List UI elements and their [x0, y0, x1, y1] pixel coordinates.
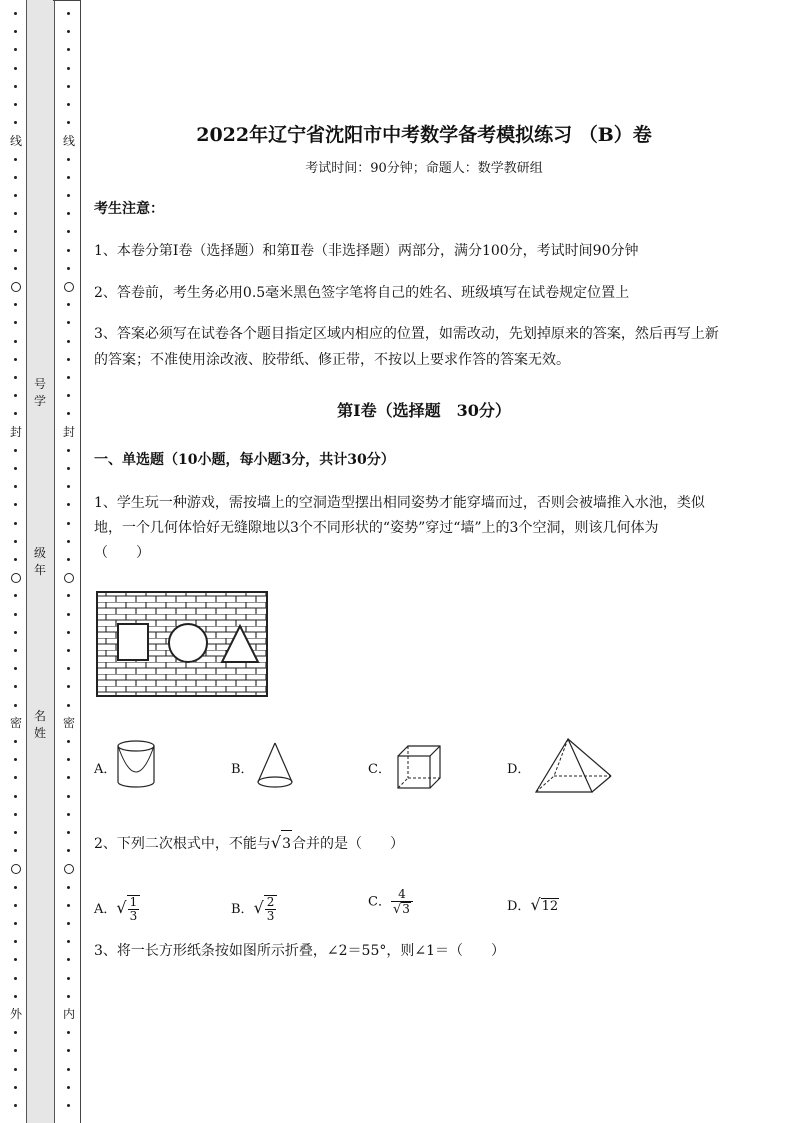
binding-dot [14, 558, 17, 561]
binding-dot [67, 103, 70, 106]
binding-dot [67, 922, 70, 925]
binding-dot [67, 1086, 70, 1089]
binding-dot [67, 376, 70, 379]
q2-stem-before: 2、下列二次根式中，不能与 [94, 836, 271, 852]
binding-dot [67, 613, 70, 616]
binding-dot [14, 849, 17, 852]
binding-dot [67, 485, 70, 488]
binding-dot [14, 212, 17, 215]
notice-item-2: 2、答卷前，考生务必用0.5毫米黑色签字笔将自己的姓名、班级填写在试卷规定位置上 [94, 285, 630, 301]
inner-mark-seal: 封 [62, 425, 75, 439]
denominator [391, 902, 413, 916]
binding-dot [14, 958, 17, 961]
notice-item-3: 3、答案必须写在试卷各个题目指定区域内相应的位置，如需改动，先划掉原来的答案，然后再写上新 [94, 326, 719, 342]
binding-dot [14, 1068, 17, 1071]
binding-dot [67, 649, 70, 652]
denominator-radicand: 3 [402, 902, 410, 916]
field-grade: 级 年 [33, 546, 46, 577]
binding-dot [67, 558, 70, 561]
notice-item-1: 1、本卷分第I卷（选择题）和第Ⅱ卷（非选择题）两部分，满分100分，考试时间90分钟 [94, 243, 639, 259]
cylinder-icon [114, 738, 158, 792]
binding-dot [14, 685, 17, 688]
binding-dot [67, 303, 70, 306]
cone-icon [254, 740, 296, 792]
inner-mark-inside: 内 [62, 1007, 75, 1021]
outer-mark-secret: 密 [9, 716, 22, 730]
brick-wall-figure [96, 590, 270, 700]
q2-option-a-label: A． [94, 902, 117, 917]
inner-dotted-line [61, 0, 77, 1123]
q2-stem-radicand: 3 [281, 830, 292, 857]
q1-line-2: 地，一个几何体恰好无缝隙地以3个不同形状的“姿势”穿过“墙”上的3个空洞，则该几何体为 [94, 520, 659, 536]
binding-dot [14, 340, 17, 343]
part-1-title: 第I卷（选择题 30分） [337, 401, 511, 420]
binding-dot [67, 267, 70, 270]
binding-dot [67, 449, 70, 452]
q2-option-d[interactable] [507, 895, 559, 914]
binding-dot [14, 376, 17, 379]
q2-option-c-label: C． [368, 894, 391, 910]
binding-dot [14, 267, 17, 270]
binding-dot [67, 758, 70, 761]
binding-dot [67, 503, 70, 506]
binding-dot [14, 67, 17, 70]
binding-dot [67, 1104, 70, 1107]
binding-dot [14, 922, 17, 925]
fraction [128, 896, 140, 923]
square-hole [118, 624, 148, 660]
binding-dot [67, 394, 70, 397]
binding-dot [67, 412, 70, 415]
q1-line-3: （ ） [94, 545, 150, 561]
section-heading: 一、单选题（10小题，每小题3分，共计30分） [94, 452, 395, 468]
notice-item-3-cont: 的答案；不准使用涂改液、胶带纸、修正带，不按以上要求作答的答案无效。 [94, 352, 570, 368]
binding-dot [14, 467, 17, 470]
q2-stem-after: 合并的是（ ） [292, 836, 405, 852]
q1-line-1: 1、学生玩一种游戏，需按墙上的空洞造型摆出相同姿势才能穿墙而过，否则会被墙推入水池，类似 [94, 495, 705, 511]
binding-dot [14, 813, 17, 816]
binding-dot [14, 194, 17, 197]
binding-dot [14, 485, 17, 488]
binding-dot [67, 904, 70, 907]
q2-option-a-radicand [127, 895, 141, 923]
sqrt-symbol: √ [116, 898, 127, 917]
q1-option-a-label[interactable]: A． [94, 762, 117, 777]
binding-dot [67, 958, 70, 961]
binding-dot [67, 740, 70, 743]
binding-dot [67, 121, 70, 124]
cube-icon [394, 742, 444, 792]
binding-dot [14, 940, 17, 943]
binding-dot [67, 1031, 70, 1034]
field-name: 名 姓 [33, 709, 46, 740]
binding-dot [67, 886, 70, 889]
binding-dot [14, 394, 17, 397]
binding-dot [14, 758, 17, 761]
binding-dot [67, 85, 70, 88]
binding-dot [14, 48, 17, 51]
exam-title: 2022年辽宁省沈阳市中考数学备考模拟练习 （B）卷 [196, 124, 652, 146]
numerator: 4 [391, 888, 413, 902]
inner-mark-line: 线 [62, 134, 75, 148]
inner-circle-mark [64, 282, 74, 292]
binding-dot [14, 158, 17, 161]
binding-dot [14, 85, 17, 88]
binding-dot [67, 631, 70, 634]
binding-dot [67, 194, 70, 197]
outer-mark-outside: 外 [9, 1007, 22, 1021]
binding-dot [14, 176, 17, 179]
binding-dot [14, 1086, 17, 1089]
q2-option-b-label: B． [231, 902, 254, 917]
binding-dot [67, 776, 70, 779]
fraction [391, 888, 413, 916]
binding-dot [14, 449, 17, 452]
outer-dotted-line [8, 0, 24, 1123]
binding-dot [67, 540, 70, 543]
outer-circle-mark [11, 573, 21, 583]
binding-dot [14, 12, 17, 15]
field-student-number: 号 学 [33, 377, 46, 408]
binding-margin [0, 0, 82, 1123]
outer-mark-line: 线 [9, 134, 22, 148]
sqrt-symbol: √ [530, 895, 541, 914]
binding-dot [67, 340, 70, 343]
binding-dot [14, 249, 17, 252]
sqrt-symbol: √ [253, 898, 264, 917]
numerator: 1 [129, 895, 138, 909]
binding-dot [67, 67, 70, 70]
inner-circle-mark [64, 864, 74, 874]
binding-dot [14, 995, 17, 998]
binding-dot [14, 503, 17, 506]
binding-dot [14, 831, 17, 834]
binding-dot [14, 522, 17, 525]
binding-dot [14, 613, 17, 616]
sqrt-symbol: √ [270, 833, 282, 852]
binding-dot [14, 649, 17, 652]
binding-dot [14, 977, 17, 980]
q2-option-b-radicand [264, 895, 278, 923]
binding-dot [14, 121, 17, 124]
binding-dot [67, 594, 70, 597]
outer-mark-seal: 封 [9, 425, 22, 439]
q2-option-c[interactable] [368, 888, 413, 916]
binding-dot [14, 230, 17, 233]
binding-dot [67, 230, 70, 233]
binding-dot [14, 795, 17, 798]
binding-dot [14, 776, 17, 779]
binding-dot [67, 321, 70, 324]
inner-mark-secret: 密 [62, 716, 75, 730]
binding-dot [67, 995, 70, 998]
binding-dot [14, 667, 17, 670]
denominator: 3 [266, 909, 275, 923]
binding-dot [67, 940, 70, 943]
binding-dot [67, 704, 70, 707]
fraction [265, 896, 277, 923]
binding-dot [67, 48, 70, 51]
circle-hole [169, 624, 207, 662]
outer-circle-mark [11, 864, 21, 874]
binding-dot [14, 1049, 17, 1052]
binding-dot [67, 467, 70, 470]
binding-dot [67, 849, 70, 852]
denominator: 3 [129, 909, 138, 923]
binding-dot [67, 212, 70, 215]
notice-heading: 考生注意： [94, 201, 164, 217]
binding-dot [14, 904, 17, 907]
inner-circle-mark [64, 573, 74, 583]
binding-dot [67, 667, 70, 670]
binding-dot [14, 1031, 17, 1034]
q1-option-d-label[interactable]: D． [507, 762, 531, 777]
q2-stem [94, 830, 754, 857]
binding-dot [67, 158, 70, 161]
binding-dot [67, 813, 70, 816]
binding-dot [14, 103, 17, 106]
binding-border-line [80, 0, 81, 1123]
binding-dot [14, 886, 17, 889]
q3-stem: 3、将一长方形纸条按如图所示折叠，∠2＝55°，则∠1＝（ ） [94, 943, 505, 959]
binding-dot [14, 704, 17, 707]
binding-dot [67, 831, 70, 834]
binding-dot [14, 1104, 17, 1107]
binding-dot [67, 522, 70, 525]
binding-dot [14, 631, 17, 634]
binding-dot [67, 977, 70, 980]
binding-dot [67, 1049, 70, 1052]
binding-dot [14, 412, 17, 415]
binding-dot [14, 740, 17, 743]
binding-dot [67, 249, 70, 252]
binding-dot [14, 540, 17, 543]
binding-dot [67, 685, 70, 688]
binding-dot [67, 795, 70, 798]
q2-option-d-label: D． [507, 899, 531, 914]
binding-dot [14, 594, 17, 597]
q2-option-b[interactable] [231, 895, 277, 923]
pyramid-icon [534, 736, 614, 796]
binding-dot [67, 30, 70, 33]
binding-dot [14, 303, 17, 306]
q2-option-a[interactable] [94, 895, 140, 923]
q1-option-c-label[interactable]: C． [368, 762, 391, 777]
binding-dot [67, 176, 70, 179]
binding-dot [67, 358, 70, 361]
exam-subtitle: 考试时间：90分钟；命题人：数学教研组 [305, 161, 543, 176]
q2-option-d-radicand: 12 [541, 899, 559, 914]
binding-dot [14, 30, 17, 33]
binding-dot [14, 358, 17, 361]
outer-circle-mark [11, 282, 21, 292]
binding-dot [67, 1068, 70, 1071]
binding-dot [67, 12, 70, 15]
numerator: 2 [266, 895, 275, 909]
q1-option-b-label[interactable]: B． [231, 762, 254, 777]
sqrt-symbol: √ [392, 902, 402, 917]
binding-dot [14, 321, 17, 324]
